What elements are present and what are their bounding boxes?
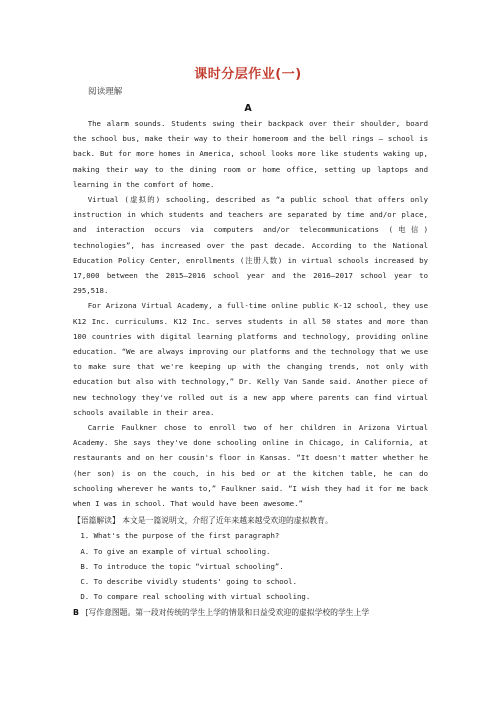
option-b: B. To introduce the topic “virtual schooling”. [80, 561, 284, 571]
paragraph-1: The alarm sounds. Students swing their backpack over their shoulder, board the school bus, make their way to their homeroom and the bell rings — school is back. But for more homes in America, school looks more like students waking up, making their way to the dining room or home office, setting up laptops and learning in the comfort of home. [73, 119, 428, 189]
page-title: 课时分层作业(一) [194, 67, 302, 82]
question-1 [73, 528, 428, 604]
paragraph-3: For Arizona Virtual Academy, a full-time online public K-12 school, they use K12 Inc. curriculums. K12 Inc. serves students in all 50 states and more than 100 countries with digital learning platforms and technology, providing online education. “We are always improving our platforms and the technology that we use to make sure that we're keeping up with the changing trends, not only with education but also with technology,” Dr. Kelly Van Sande said. Another piece of new technology they've rolled out is a new app where parents can find virtual schools available in their area. [73, 301, 428, 417]
answer-letter: B [73, 607, 79, 617]
section-label: 阅读理解 [88, 87, 123, 97]
answer-explanation [73, 605, 428, 620]
summary [73, 513, 428, 528]
passage-body [73, 116, 428, 620]
option-d: D. To compare real schooling with virtual schooling. [80, 592, 311, 602]
summary-text: 本文是一篇说明文，介绍了近年来越来越受欢迎的虚拟教育。 [122, 516, 333, 526]
passage-letter: A [244, 103, 252, 114]
option-c: C. To describe vividly students' going to school. [80, 577, 297, 587]
summary-label: 【语篇解读】 [73, 516, 120, 526]
paragraph-4: Carrie Faulkner chose to enroll two of her children in Arizona Virtual Academy. She says they've done schooling online in Chicago, in California, at restaurants and on her cousin's floor in Kansas. “It doesn't matter whether he (her son) is on the couch, in his bed or at the kitchen table, he can do schooling wherever he wants to,” Faulkner said. “I wish they had it for me back when I was in school. That would have been awesome.” [73, 423, 428, 509]
explanation-text: [写作意图题。第一段对传统的学生上学的情景和日益受欢迎的虚拟学校的学生上学 [85, 607, 370, 617]
question-stem: 1. What's the purpose of the first paragraph? [80, 531, 280, 541]
option-a: A. To give an example of virtual schooling. [80, 546, 271, 556]
paragraph-2: Virtual (虚拟的) schooling, described as “a public school that offers only instruction in which students and teachers are separated by time and/or place, and interaction occurs via computers and/or telecommunications (电信) technologies”, has increased over the past decade. According to the National Education Policy Center, enrollments (注册人数) in virtual schools increased by 17,000 between the 2015—2016 school year and the 2016—2017 school year to 295,518. [73, 195, 428, 296]
